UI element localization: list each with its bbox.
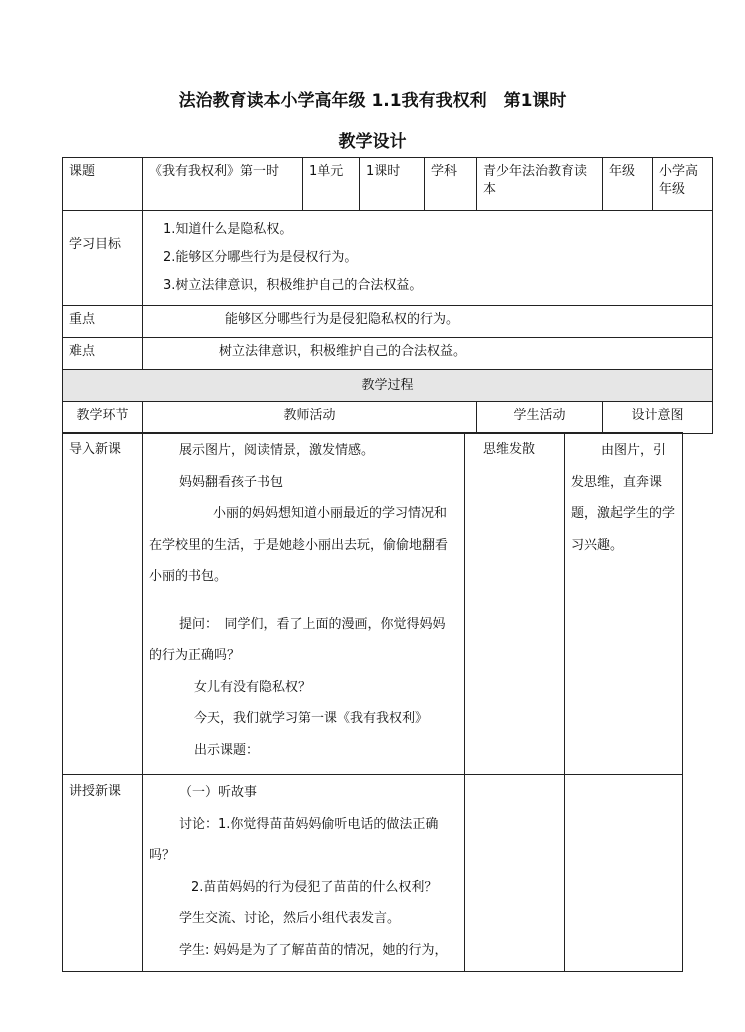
grade-value: 小学高年级 — [653, 158, 713, 211]
teacher-line: 提问： 同学们，看了上面的漫画，你觉得妈妈的行为正确吗？ — [149, 616, 446, 663]
student-activity: 思维发散 — [465, 433, 565, 775]
grade-label: 年级 — [603, 158, 653, 211]
period-value: 1课时 — [360, 158, 425, 211]
subject-value: 青少年法治教育读本 — [477, 158, 603, 211]
process-table — [62, 432, 683, 972]
topic-value: 《我有我权利》第一时 — [143, 158, 303, 211]
teacher-activity — [143, 775, 465, 972]
teacher-line: 出示课题： — [194, 742, 260, 758]
info-row — [63, 158, 713, 211]
process-header-row — [63, 402, 713, 434]
key-point-text: 能够区分哪些行为是侵犯隐私权的行为。 — [143, 306, 713, 338]
process-heading-row — [63, 370, 713, 402]
objective-item: 1.知道什么是隐私权。 — [163, 222, 293, 237]
unit-value: 1单元 — [303, 158, 360, 211]
col-student: 学生活动 — [477, 402, 603, 434]
objective-item: 3.树立法律意识，积极维护自己的合法权益。 — [163, 278, 423, 293]
key-point-label: 重点 — [63, 306, 143, 338]
teacher-line: 小丽的妈妈想知道小丽最近的学习情况和在学校里的生活，于是她趁小丽出去玩，偷偷地翻看小丽的书包。 — [149, 506, 449, 584]
stage-row — [63, 433, 683, 775]
difficulty-text: 树立法律意识，积极维护自己的合法权益。 — [143, 338, 713, 370]
teacher-line: 展示图片，阅读情景，激发情感。 — [179, 443, 375, 458]
design-intent: 由图片，引发思维，直奔课题，激起学生的学习兴趣。 — [565, 433, 683, 775]
teacher-line: 学生交流、讨论，然后小组代表发言。 — [179, 911, 401, 926]
stage-name: 讲授新课 — [63, 775, 143, 972]
stage-row — [63, 775, 683, 972]
document-subtitle: 教学设计 — [338, 132, 407, 152]
subject-label: 学科 — [425, 158, 477, 211]
teacher-line: 2.苗苗妈妈的行为侵犯了苗苗的什么权利？ — [191, 879, 438, 895]
teacher-line: （一）听故事 — [179, 785, 258, 800]
key-point-row — [63, 306, 713, 338]
document-title: 法治教育读本小学高年级 1.1我有我权利 第1课时 — [178, 91, 567, 111]
teacher-line: 今天，我们就学习第一课《我有我权利》 — [194, 711, 429, 726]
teacher-line: 女儿有没有隐私权？ — [194, 679, 312, 695]
lesson-plan-table — [62, 157, 713, 434]
objectives-label: 学习目标 — [63, 211, 143, 306]
col-teacher: 教师活动 — [143, 402, 477, 434]
process-heading: 教学过程 — [63, 370, 713, 402]
teacher-line: 讨论：1.你觉得苗苗妈妈偷听电话的做法正确吗？ — [149, 816, 439, 863]
objectives-list — [143, 211, 713, 306]
teacher-line: 学生: 妈妈是为了了解苗苗的情况，她的行为， — [179, 942, 448, 958]
objective-item: 2.能够区分哪些行为是侵权行为。 — [163, 250, 358, 265]
teacher-activity — [143, 433, 465, 775]
difficulty-row — [63, 338, 713, 370]
col-stage: 教学环节 — [63, 402, 143, 434]
teacher-line: 妈妈翻看孩子书包 — [179, 474, 284, 490]
objectives-row — [63, 211, 713, 306]
col-intent: 设计意图 — [603, 402, 713, 434]
stage-name: 导入新课 — [63, 433, 143, 775]
difficulty-label: 难点 — [63, 338, 143, 370]
topic-label: 课题 — [63, 158, 143, 211]
